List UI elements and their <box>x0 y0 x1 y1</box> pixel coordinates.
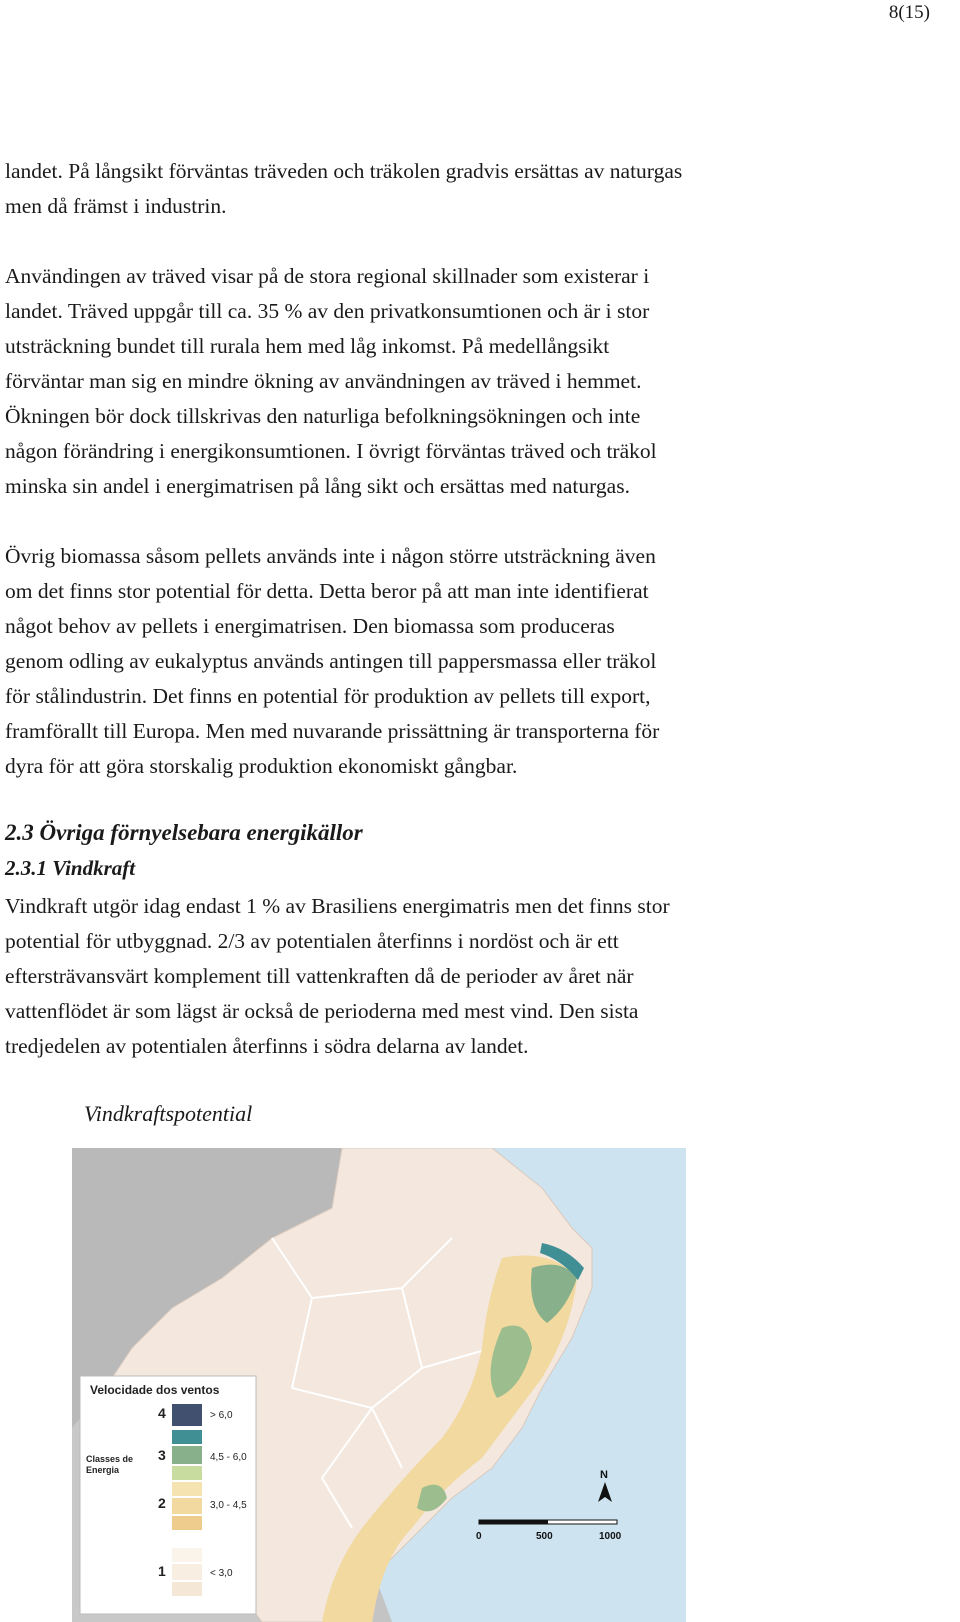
text-line: men då främst i industrin. <box>5 189 905 224</box>
text-line: minska sin andel i energimatrisen på lång sikt och ersättas med naturgas. <box>5 469 905 504</box>
text-line: för stålindustrin. Det finns en potential för produktion av pellets till export, <box>5 679 905 714</box>
text-line: potential för utbyggnad. 2/3 av potentialen återfinns i nordöst och är ett <box>5 924 905 959</box>
text-line: något behov av pellets i energimatrisen. Den biomassa som produceras <box>5 609 905 644</box>
legend-swatch <box>172 1498 202 1514</box>
text-line: dyra för att göra storskalig produktion ekonomiskt gångbar. <box>5 749 905 784</box>
legend-class-number: 1 <box>158 1563 166 1579</box>
paragraph-4 <box>5 889 905 1064</box>
text-line: Vindkraft utgör idag endast 1 % av Brasiliens energimatris men det finns stor <box>5 889 905 924</box>
text-line: framförallt till Europa. Men med nuvarande prissättning är transporterna för <box>5 714 905 749</box>
legend-side-label: Classes de <box>86 1454 133 1464</box>
text-line: Övrig biomassa såsom pellets används inte i någon större utsträckning även <box>5 539 905 574</box>
legend-range: < 3,0 <box>210 1568 233 1579</box>
text-line: förväntar man sig en mindre ökning av användningen av träved i hemmet. <box>5 364 905 399</box>
legend-swatch <box>172 1466 202 1480</box>
section-heading: 2.3 Övriga förnyelsebara energikällor <box>5 820 363 846</box>
legend-title: Velocidade dos ventos <box>90 1383 220 1397</box>
text-line: genom odling av eukalyptus används antingen till pappersmassa eller träkol <box>5 644 905 679</box>
legend-swatch <box>172 1516 202 1530</box>
scale-label: 1000 <box>599 1531 622 1542</box>
text-line: Användingen av träved visar på de stora regional skillnader som existerar i <box>5 259 905 294</box>
legend-range: > 6,0 <box>210 1410 233 1421</box>
legend-class-number: 4 <box>158 1405 166 1421</box>
legend-range: 4,5 - 6,0 <box>210 1452 247 1463</box>
wind-potential-map <box>72 1148 686 1622</box>
text-line: utsträckning bundet till rurala hem med låg inkomst. På medellångsikt <box>5 329 905 364</box>
legend-swatch <box>172 1582 202 1596</box>
text-line: om det finns stor potential för detta. Detta beror på att man inte identifierat <box>5 574 905 609</box>
legend-swatch <box>172 1430 202 1444</box>
legend-class-number: 2 <box>158 1495 166 1511</box>
legend-swatch <box>172 1482 202 1496</box>
legend-swatch <box>172 1564 202 1580</box>
legend-class-number: 3 <box>158 1447 166 1463</box>
legend-swatch <box>172 1404 202 1426</box>
legend-side-label: Energia <box>86 1465 120 1475</box>
text-line: landet. Träved uppgår till ca. 35 % av den privatkonsumtionen och är i stor <box>5 294 905 329</box>
page-number: 8(15) <box>889 2 930 24</box>
legend-swatch <box>172 1446 202 1464</box>
figure-caption: Vindkraftspotential <box>84 1101 252 1127</box>
north-label: N <box>600 1469 608 1481</box>
text-line: tredjedelen av potentialen återfinns i södra delarna av landet. <box>5 1029 905 1064</box>
paragraph-3 <box>5 539 905 784</box>
text-line: någon förändring i energikonsumtionen. I övrigt förväntas träved och träkol <box>5 434 905 469</box>
text-line: Ökningen bör dock tillskrivas den naturliga befolkningsökningen och inte <box>5 399 905 434</box>
paragraph-1 <box>5 154 905 224</box>
paragraph-2 <box>5 259 905 504</box>
scale-label: 500 <box>536 1531 553 1542</box>
text-line: vattenflödet är som lägst är också de perioderna med mest vind. Den sista <box>5 994 905 1029</box>
legend-swatch <box>172 1548 202 1562</box>
text-line: eftersträvansvärt komplement till vattenkraften då de perioder av året när <box>5 959 905 994</box>
text-line: landet. På långsikt förväntas träveden och träkolen gradvis ersättas av naturgas <box>5 154 905 189</box>
scale-label: 0 <box>476 1531 482 1542</box>
subsection-heading: 2.3.1 Vindkraft <box>5 856 135 881</box>
legend-range: 3,0 - 4,5 <box>210 1500 247 1511</box>
